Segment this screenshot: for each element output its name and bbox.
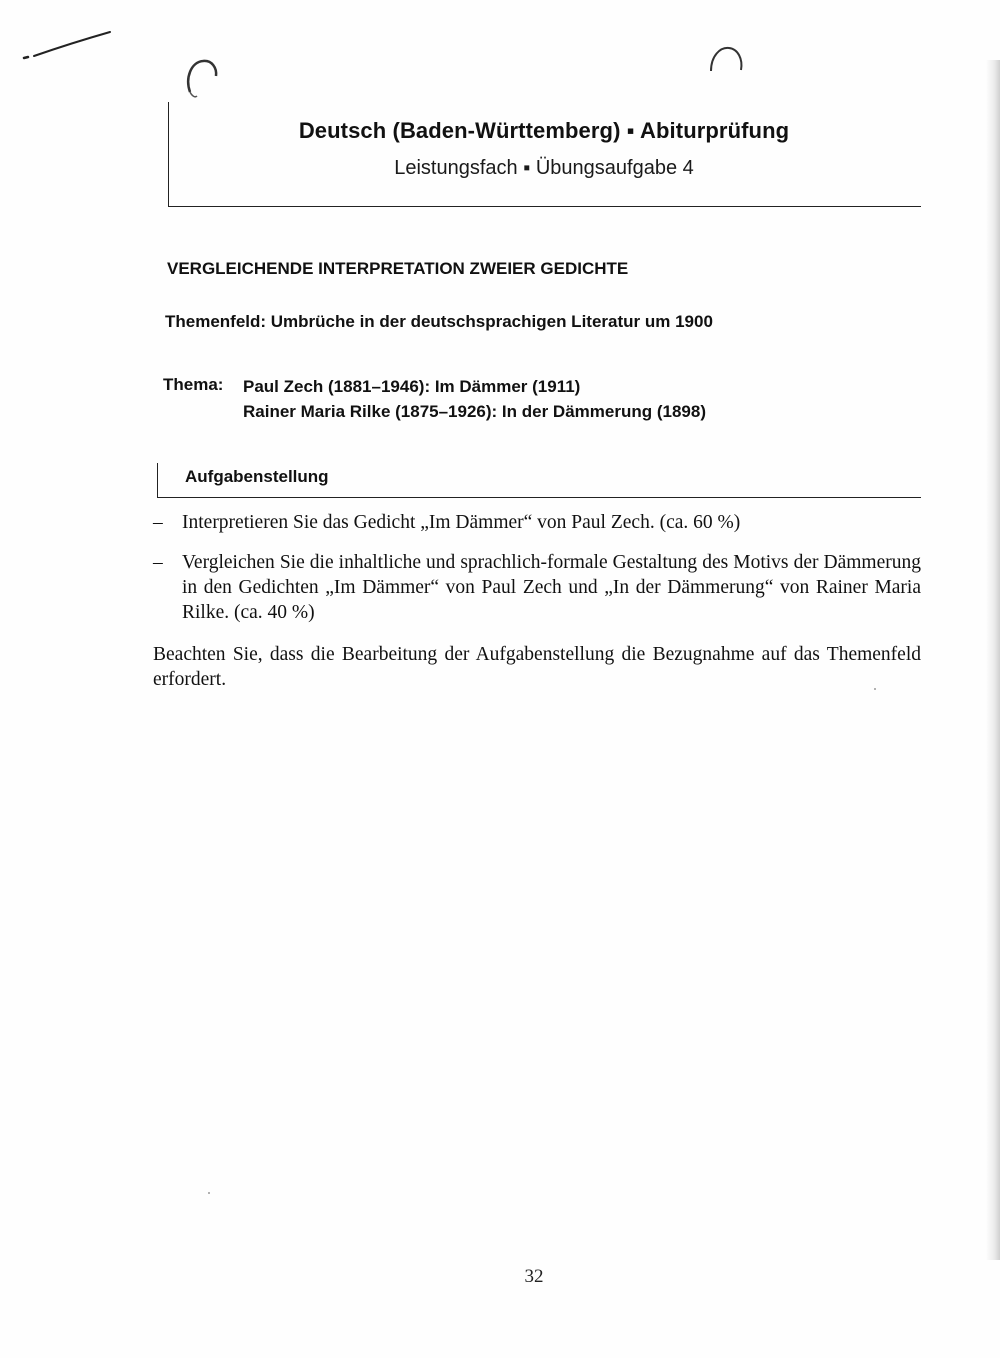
task-item (153, 550, 921, 625)
section-heading: VERGLEICHENDE INTERPRETATION ZWEIER GEDICHTE (167, 259, 629, 278)
task-item (153, 510, 921, 535)
themenfeld-line: Themenfeld: Umbrüche in der deutschsprachigen Literatur um 1900 (165, 312, 713, 331)
pen-mark-icon (22, 28, 114, 62)
task-item-text: Interpretieren Sie das Gedicht „Im Dämmer“ von Paul Zech. (ca. 60 %) (182, 512, 741, 533)
thema-poem-rilke: Rainer Maria Rilke (1875–1926): In der Dämmerung (1898) (243, 402, 706, 421)
task-heading: Aufgabenstellung (185, 467, 329, 486)
list-dash: – (153, 512, 163, 533)
page-number: 32 (524, 1266, 544, 1287)
scan-speck (874, 688, 876, 690)
task-list (153, 510, 921, 640)
punch-hole-left-icon (183, 56, 219, 100)
task-item-text: Vergleichen Sie die inhaltliche und sprachlich-formale Gestaltung des Motivs der Dämmerung in den Gedichten „Im Dämmer“ von Paul Zech und „In der Dämmerung“ von Rainer Maria Rilke. (ca. 40 %) (182, 552, 921, 623)
scan-edge-shadow (986, 60, 1000, 1260)
thema-poem-zech: Paul Zech (1881–1946): Im Dämmer (1911) (243, 377, 581, 396)
punch-hole-right-icon (706, 44, 746, 76)
list-dash: – (153, 552, 163, 573)
header-subtitle: Leistungsfach ▪ Übungsaufgabe 4 (394, 157, 694, 179)
thema-label: Thema: (163, 375, 224, 394)
task-note: Beachten Sie, dass die Bearbeitung der Aufgabenstellung die Bezugnahme auf das Themenfeld erfordert. (153, 644, 921, 690)
scan-speck (208, 1192, 210, 1194)
header-title: Deutsch (Baden-Württemberg) ▪ Abiturprüfung (298, 118, 790, 143)
